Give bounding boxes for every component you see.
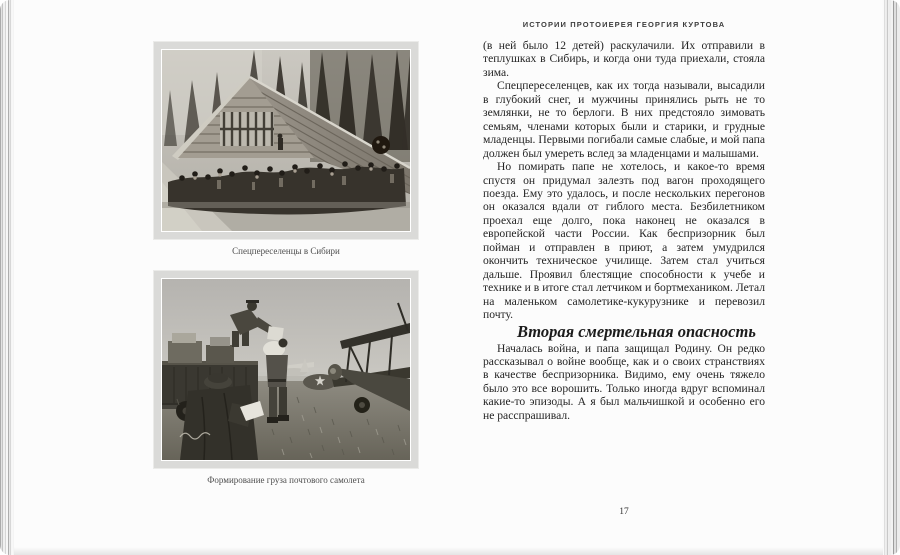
photo-mail-plane-loading — [154, 271, 418, 468]
section-heading: Вторая смертельная опасность — [517, 321, 756, 341]
page-stack-bottom-edge — [14, 547, 883, 555]
photo-special-settlers-siberia — [154, 42, 418, 239]
page-stack-right-edge — [882, 0, 900, 555]
photo-caption-settlers: Спецпереселенцы в Сибири — [232, 246, 340, 256]
photo-special-settlers-image — [162, 50, 410, 231]
paragraph: Спецпереселенцев, как их тогда называли, высадили в глубокий снег, и мужчины принялись рыть не то землянки, не то берлоги. В них предстояло зимовать семьям, членами которых были и старики, и грудные младенцы. Первыми погибали самые слабые, и мой папа должен был умереть вслед за младенцами и малышами. — [483, 79, 765, 160]
page-stack-left-edge — [0, 0, 15, 555]
paragraph: Но помирать папе не хотелось, и какое-то время спустя он придумал залезть под вагон проходящего поезда. Ему это удалось, и после нескольких перегонов он оказался вдали от гиблого места. Безбилетником проехал еще долго, пока наконец не оказался в европейской части России. Как беспризорник был пойман и отправлен в приют, а затем умудрился окончить техническое училище. Затем стал учиться дальше. Проявил блестящие способности к учебе и технике и в итоге стал летчиком и бортмехаником. Летал на маленьком самолетике-кукурузнике и перевозил почту. — [483, 160, 765, 322]
page-number: 17 — [619, 507, 629, 517]
paragraph: (в ней было 12 детей) раскулачили. Их отправили в теплушках в Сибирь, и когда они туда приехали, стояла зима. — [483, 39, 765, 79]
body-text-column — [483, 39, 765, 422]
running-header: ИСТОРИИ ПРОТОИЕРЕЯ ГЕОРГИЯ КУРТОВА — [522, 20, 726, 29]
paragraph: Началась война, и папа защищал Родину. Он редко рассказывал о войне вообще, как и о своих странствиях в качестве беспризорника. Видимо, ему очень тяжело было это все ворошить. Только иногда вдруг вспоминал какие-то эпизоды. А я был мальчишкой и особенно его не расспрашивал. — [483, 341, 765, 422]
photo-mail-plane-image — [162, 279, 410, 460]
photo-caption-mail-plane: Формирование груза почтового самолета — [207, 475, 365, 485]
